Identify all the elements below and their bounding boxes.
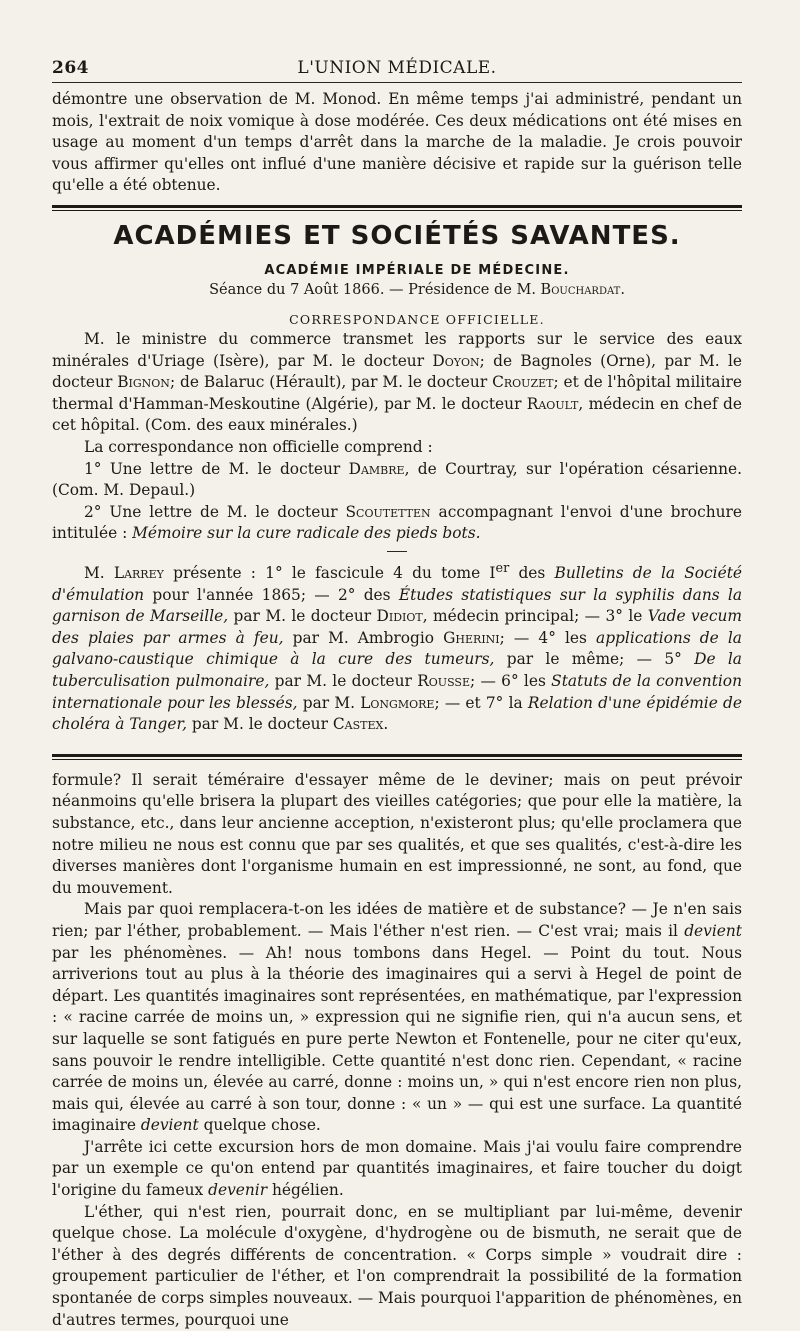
text-run: , médecin principal; — 3° le [422, 607, 643, 626]
feuilleton-paragraph-4: L'éther, qui n'est rien, pourrait donc, en se multipliant par lui-même, devenir quelque chose. La molécule d'oxygène, d'hydrogène ou de bismuth, ne serait que de l'éther à des degrés différents de concentration. « Corps simple » voudrait dire : groupement particulier de l'éther, et l'on comprendrait la possibilité de la formation spontanée de corps simples nouveaux. — Mais pourquoi l'apparition de phénomènes, en d'autres termes, pourquoi une [52, 1202, 742, 1329]
intro-paragraph: démontre une observation de M. Monod. En même temps j'ai administré, pendant un mois, l'extrait de noix vomique à dose modérée. Ces deux médications ont été mises en usage au moment d'un temps d'arrêt dans la marche de la maladie. Je crois pouvoir vous affirmer qu'elles ont influé d'une manière décisive et rapide sur la guérison telle qu'elle a été obtenue. [52, 90, 742, 195]
brochure-title: Mémoire sur la cure radicale des pieds bots. [132, 524, 481, 543]
text-run: par le même; — 5° [506, 650, 682, 669]
text-run: par M. [302, 693, 355, 712]
doctor-name: Dambre [348, 459, 405, 478]
feuilleton-paragraph-1: formule? Il serait téméraire d'essayer même de le deviner; mais on peut prévoir néanmoins qu'elle brisera la plupart des vieilles catégories; que pour elle la matière, la substance, etc., dans leur ancienne acception, n'existeront plus; qu'elle proclamera que notre milieu ne nous est connu que par ses qualités, et que ses qualités, c'est-à-dire les diverses manières dont l'organisme humain en est impressionné, ne sont, au fond, que du mouvement. [52, 770, 742, 897]
emphasis: devient [684, 921, 742, 940]
text-run: La correspondance non officielle comprend : [84, 437, 433, 456]
text-run: Mais par quoi remplacera-t-on les idées de matière et de substance? — Je n'en sais rien; par l'éther, probablement. — Mais l'éther n'est rien. — C'est vrai; mais il [52, 900, 742, 940]
journal-title: L'UNION MÉDICALE. [297, 58, 497, 78]
item-2-paragraph [52, 502, 742, 545]
header-rule [52, 82, 742, 83]
text-run: des [518, 564, 546, 583]
superscript: er [495, 560, 510, 576]
page-number: 264 [52, 58, 89, 78]
text-run: quelque chose. [203, 1116, 321, 1135]
text-run: M. [84, 564, 105, 583]
feuilleton-rule [52, 754, 742, 760]
ministre-paragraph [52, 329, 742, 437]
text-run: ; — 6° les [470, 672, 546, 690]
text-run: , de Courtray, sur l'opération césarienne. (Com. M. Depaul.) [52, 459, 743, 500]
emphasis: devient [140, 1116, 199, 1135]
text-run: par M. le docteur [191, 715, 328, 734]
text-run: accompagnant l'envoi d'une brochure intitulée : [52, 502, 742, 543]
work-title: Vade vecum des plaies par armes à feu, [52, 607, 742, 647]
text-run: par M. le docteur [233, 607, 372, 626]
text-run: ; et de l'hôpital militaire thermal d'Hamman-Meskoutine (Algérie), par M. le docteur [52, 373, 742, 413]
work-title: Études statistiques sur la syphilis dans la garnison de Marseille, [52, 585, 742, 626]
feuilleton-paragraph-2 [52, 899, 742, 1137]
text-run: 1° Une lettre de M. le docteur [84, 459, 341, 478]
seance-suffix: . [620, 281, 625, 298]
text-run: ; — et 7° la [434, 693, 523, 712]
president-name: Bouchardat [540, 281, 621, 298]
larrey-paragraph [52, 558, 742, 736]
short-rule [387, 551, 407, 552]
item-1-paragraph [52, 459, 742, 502]
work-title: Statuts de la convention internationale pour les blessés, [52, 672, 742, 712]
text-run: ; de Bagnoles (Orne), par M. le docteur [52, 351, 742, 392]
seance-prefix: Séance du 7 Août 1866. — Présidence de M. [209, 281, 536, 298]
text-run: présente : 1° le fascicule 4 du tome I [173, 564, 496, 583]
doctor-name: Crouzet [492, 373, 554, 392]
text-run: par M. Ambrogio [292, 628, 435, 647]
doctor-name: Doyon [432, 351, 480, 370]
seance-line [92, 280, 742, 300]
doctor-name: Scoutetten [345, 502, 431, 521]
work-title: Relation d'une épidémie de choléra à Tanger, [52, 693, 742, 734]
doctor-name: Longmore [360, 693, 435, 712]
text-run: pour l'année 1865; — 2° des [152, 585, 391, 604]
doctor-name: Larrey [113, 564, 164, 583]
text-run: hégélien. [272, 1181, 344, 1200]
doctor-name: Castex [332, 715, 384, 734]
text-run: 2° Une lettre de M. le docteur [84, 502, 338, 521]
text-run: ; de Balaruc (Hérault), par M. le docteur [169, 373, 488, 392]
doctor-name: Rousse [417, 672, 470, 690]
section-rule [52, 205, 742, 211]
text-run: ; — 4° les [499, 628, 587, 647]
correspondance-heading: CORRESPONDANCE OFFICIELLE. [289, 311, 545, 327]
work-title: applications de la galvano-caustique chimique à la cure des tumeurs, [52, 628, 742, 669]
running-head [52, 52, 742, 82]
text-run: par M. le docteur [274, 672, 412, 690]
page [52, 52, 742, 1331]
work-title: De la tuberculisation pulmonaire, [52, 650, 742, 690]
text-run: par les phénomènes. — Ah! nous tombons dans Hegel. — Point du tout. Nous arriverions tout au plus à la théorie des imaginaires qui a servi à Hegel de point de départ. Les quantités imaginaires sont représentées, en mathématique, par l'expression : « racine carrée de moins un, » expression qui ne signifie rien, qui n'a aucun sens, et sur laquelle se sont fatigués en pure perte Newton et Fontenelle, pour ne citer qu'eux, sans pouvoir le rendre intelligible. Cette quantité n'est donc rien. Cependant, « racine carrée de moins un, élevée au carré, donne : moins un, » qui n'est encore rien non plus, mais qui, élevée au carré à son tour, donne : « un » — qui est une surface. La quantité imaginaire [52, 943, 742, 1135]
academy-heading: ACADÉMIE IMPÉRIALE DE MÉDECINE. [264, 262, 570, 278]
doctor-name: Raoult [526, 394, 579, 413]
doctor-name: Gherini [443, 628, 500, 647]
emphasis: devenir [208, 1181, 268, 1200]
doctor-name: Bignon [117, 373, 170, 392]
work-title: Bulletins de la Société d'émulation [52, 564, 742, 604]
text-run: M. le ministre du commerce transmet les rapports sur le service des eaux minérales d'Uriage (Isère), par M. le docteur [52, 329, 742, 370]
feuilleton-paragraph-3 [52, 1137, 742, 1202]
doctor-name: Didiot [376, 607, 423, 626]
section-title: ACADÉMIES ET SOCIÉTÉS SAVANTES. [113, 220, 681, 251]
correspondance-paragraph [52, 437, 742, 459]
text-run: . [383, 715, 389, 734]
text-run: , médecin en chef de cet hôpital. (Com. des eaux minérales.) [52, 394, 742, 435]
text-run: J'arrête ici cette excursion hors de mon domaine. Mais j'ai voulu faire comprendre par un exemple ce qu'on entend par quantités imaginaires, et faire toucher du doigt l'origine du fameux [52, 1137, 742, 1200]
